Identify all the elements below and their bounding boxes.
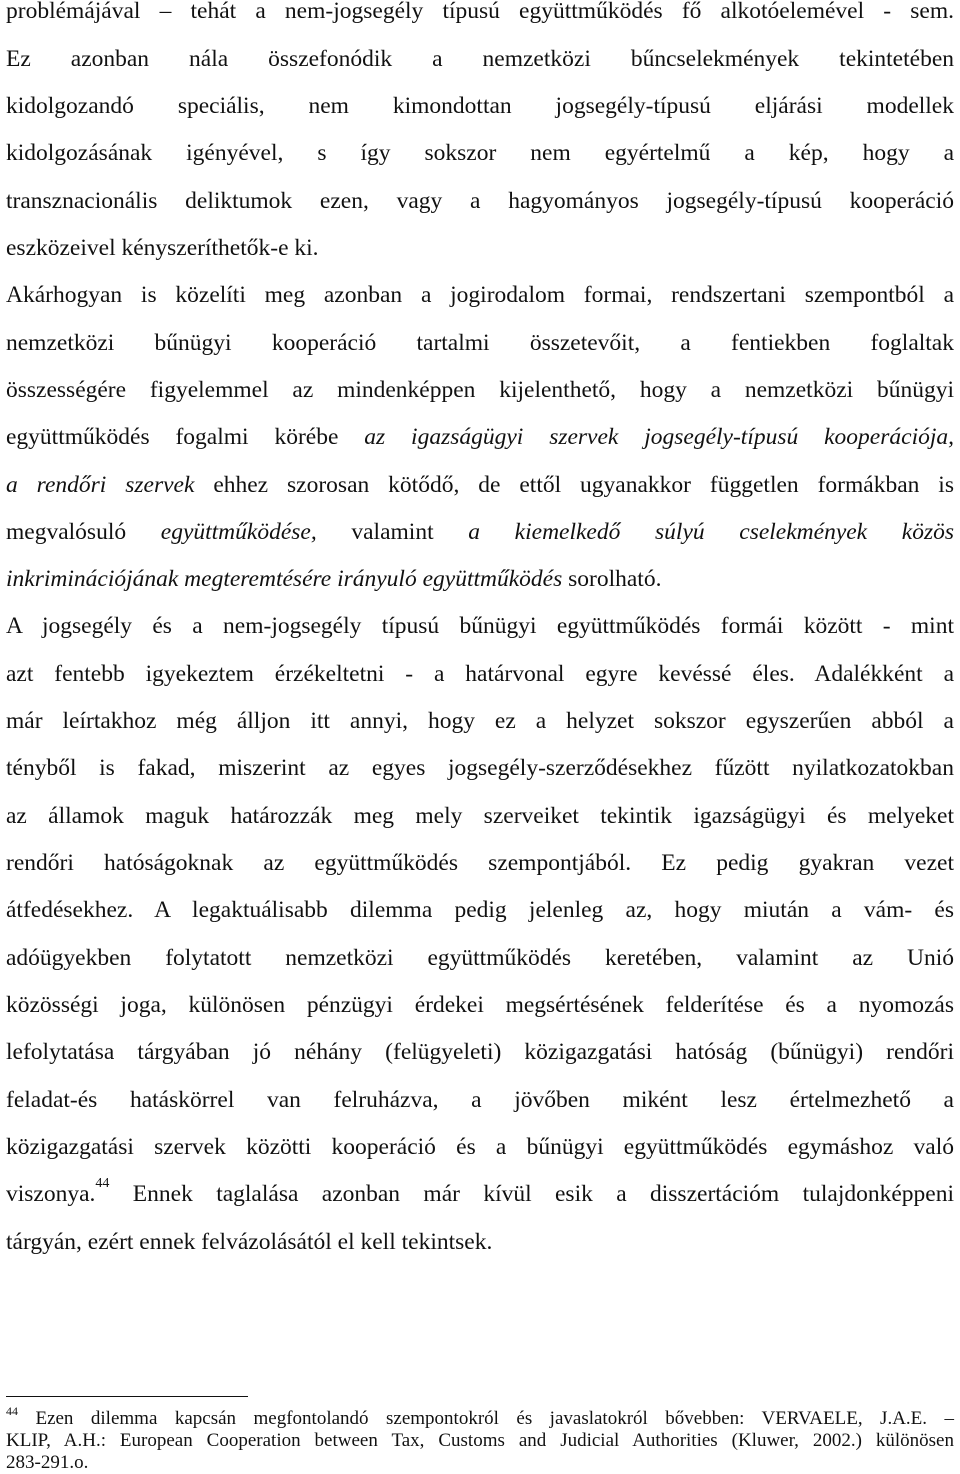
text-line: problémájával – tehát a nem-jogsegély típusú együttműködés fő alkotóelemével - sem. — [6, 0, 954, 24]
text-line: transznacionális deliktumok ezen, vagy a hagyományos jogsegély-típusú kooperáció — [6, 188, 954, 214]
italic-run: a rendőri szervek — [6, 472, 195, 498]
footnote-reference[interactable]: 44 — [95, 1176, 110, 1191]
text-line — [6, 517, 954, 547]
text-run: sorolható. — [562, 566, 662, 592]
text-line: nemzetközi bűnügyi kooperáció tartalmi összetevőit, a fentiekben foglaltak — [6, 330, 954, 356]
footnote-divider — [6, 1396, 248, 1397]
text-line: az államok maguk határozzák meg mely szerveiket tekintik igazságügyi és melyeket — [6, 803, 954, 829]
footnote-line: 283-291.o. — [6, 1452, 89, 1473]
text-line: Ez azonban nála összefonódik a nemzetközi bűncselekmények tekintetében — [6, 46, 954, 72]
text-line: tényből is fakad, miszerint az egyes jogsegély-szerződésekhez fűzött nyilatkozatokban — [6, 755, 954, 781]
text-line: közösségi joga, különösen pénzügyi érdekei megsértésének felderítése és a nyomozás — [6, 992, 954, 1018]
text-line: kidolgozandó speciális, nem kimondottan jogsegély-típusú eljárási modellek — [6, 93, 954, 119]
text-line: közigazgatási szervek közötti kooperáció és a bűnügyi együttműködés egymáshoz való — [6, 1134, 954, 1160]
text-line: A jogsegély és a nem-jogsegély típusú bűnügyi együttműködés formái között - mint — [6, 613, 954, 639]
text-line: Akárhogyan is közelíti meg azonban a jogirodalom formai, rendszertani szempontból a — [6, 282, 954, 308]
text-line — [6, 564, 954, 594]
italic-run: az igazságügyi szervek jogsegély-típusú kooperációja, — [364, 424, 954, 450]
text-line: kidolgozásának igényével, s így sokszor nem egyértelmű a kép, hogy a — [6, 140, 954, 166]
text-run: ehhez szorosan kötődő, de ettől ugyanakkor független formákban is — [194, 472, 954, 498]
text-run: valamint — [316, 519, 469, 545]
text-line: azt fentebb igyekeztem érzékeltetni - a határvonal egyre kevéssé éles. Adalékként a — [6, 661, 954, 687]
text-run: együttműködés fogalmi körébe — [6, 424, 365, 450]
text-run: Ennek taglalása azonban már kívül esik a disszertációm tulajdonképpeni — [109, 1181, 954, 1207]
text-line: feladat-és hatáskörrel van felruházva, a jövőben miként lesz értelmezhető a — [6, 1087, 954, 1113]
italic-run: együttműködése, — [160, 519, 317, 545]
text-line — [6, 1176, 954, 1209]
text-line — [6, 470, 954, 500]
footnote-number: 44 — [6, 1404, 18, 1418]
text-run: Ezen dilemma kapcsán megfontolandó szempontokról és javaslatokról bővebben: VERVAELE, J.A.E. – — [18, 1408, 954, 1429]
footnote-line: KLIP, A.H.: European Cooperation between Tax, Customs and Judicial Authorities (Kluwer, 2002.) különösen — [6, 1430, 954, 1451]
italic-run: inkriminációjának megteremtésére irányuló együttműködés — [6, 566, 563, 592]
text-line: adóügyekben folytatott nemzetközi együttműködés keretében, valamint az Unió — [6, 945, 954, 971]
footnote-line — [6, 1404, 954, 1430]
text-line: átfedésekhez. A legaktuálisabb dilemma pedig jelenleg az, hogy miután a vám- és — [6, 897, 954, 923]
text-line: tárgyán, ezért ennek felvázolásától el kell tekintsek. — [6, 1229, 493, 1255]
text-run: megvalósuló — [6, 519, 161, 545]
text-line: már leírtakhoz még álljon itt annyi, hogy ez a helyzet sokszor egyszerűen abból a — [6, 708, 954, 734]
italic-run: a kiemelkedő súlyú cselekmények közös — [468, 519, 954, 545]
text-line: eszközeivel kényszeríthetők-e ki. — [6, 235, 319, 261]
text-line: összességére figyelemmel az mindenképpen kijelenthető, hogy a nemzetközi bűnügyi — [6, 377, 954, 403]
text-line — [6, 422, 954, 452]
text-line: lefolytatása tárgyában jó néhány (felügyeleti) közigazgatási hatóság (bűnügyi) rendőri — [6, 1039, 954, 1065]
text-run: viszonya. — [6, 1181, 96, 1207]
text-line: rendőri hatóságoknak az együttműködés szempontjából. Ez pedig gyakran vezet — [6, 850, 954, 876]
